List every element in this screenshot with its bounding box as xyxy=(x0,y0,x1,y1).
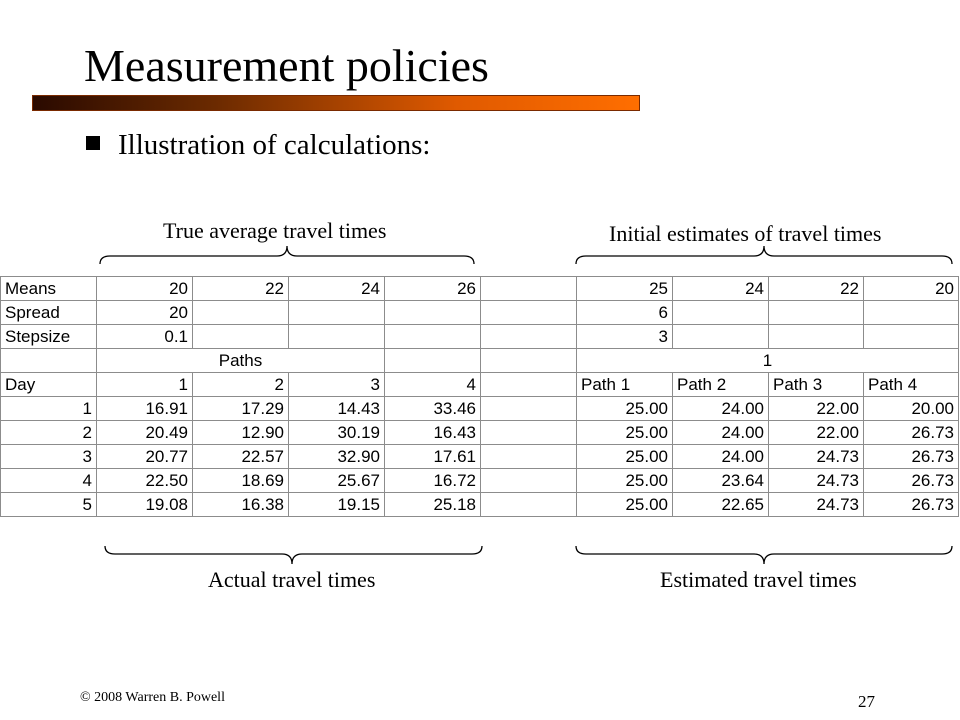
bottom-right-brace xyxy=(576,546,952,564)
table-cell: 20 xyxy=(97,277,193,301)
table-row xyxy=(577,373,959,397)
table-cell: Stepsize xyxy=(1,325,97,349)
table-cell xyxy=(193,301,289,325)
table-cell xyxy=(673,325,769,349)
table-row xyxy=(577,277,959,301)
table-cell: 18.69 xyxy=(193,469,289,493)
table-cell: 20 xyxy=(864,277,959,301)
table-cell: 6 xyxy=(577,301,673,325)
table-cell xyxy=(481,349,577,373)
table-cell: 24.00 xyxy=(673,421,769,445)
table-cell xyxy=(673,301,769,325)
slide-title: Measurement policies xyxy=(84,40,489,91)
table-cell: 24.00 xyxy=(673,445,769,469)
table-cell: 20 xyxy=(97,301,193,325)
table-cell: 22 xyxy=(193,277,289,301)
table-cell: 16.72 xyxy=(385,469,481,493)
paths-header-cell: Paths xyxy=(97,349,385,373)
table-cell: 14.43 xyxy=(289,397,385,421)
table-cell: 26.73 xyxy=(864,445,959,469)
true-average-label: True average travel times xyxy=(163,218,387,243)
table-row xyxy=(1,373,577,397)
table-cell xyxy=(481,445,577,469)
table-cell: 19.15 xyxy=(289,493,385,517)
table-cell: Means xyxy=(1,277,97,301)
table-cell: 22.00 xyxy=(769,397,864,421)
table-row xyxy=(577,349,959,373)
table-row xyxy=(1,493,577,517)
table-cell: 2 xyxy=(193,373,289,397)
left-spreadsheet xyxy=(0,276,577,517)
table-row xyxy=(1,469,577,493)
estimated-travel-label: Estimated travel times xyxy=(660,567,857,592)
table-cell: 24.00 xyxy=(673,397,769,421)
table-cell: Path 4 xyxy=(864,373,959,397)
table-row xyxy=(577,469,959,493)
table-cell: Path 3 xyxy=(769,373,864,397)
table-cell: 17.29 xyxy=(193,397,289,421)
table-cell: 3 xyxy=(289,373,385,397)
table-cell xyxy=(481,325,577,349)
table-cell: 24.73 xyxy=(769,469,864,493)
table-cell xyxy=(481,373,577,397)
table-cell: 25.67 xyxy=(289,469,385,493)
table-cell: 16.91 xyxy=(97,397,193,421)
table-cell xyxy=(385,325,481,349)
table-cell: 16.43 xyxy=(385,421,481,445)
table-cell xyxy=(481,493,577,517)
table-cell xyxy=(481,469,577,493)
bullet-text: Illustration of calculations: xyxy=(118,129,431,161)
table-row xyxy=(577,493,959,517)
table-cell: 25.00 xyxy=(577,445,673,469)
table-cell: 1 xyxy=(97,373,193,397)
initial-estimates-label: Initial estimates of travel times xyxy=(609,221,882,246)
top-left-brace xyxy=(100,246,474,264)
table-cell: 26.73 xyxy=(864,421,959,445)
table-cell: 17.61 xyxy=(385,445,481,469)
table-row xyxy=(577,445,959,469)
table-cell: 22.65 xyxy=(673,493,769,517)
table-cell: 1 xyxy=(1,397,97,421)
table-cell xyxy=(864,325,959,349)
table-cell: 4 xyxy=(1,469,97,493)
table-cell xyxy=(1,349,97,373)
table-row xyxy=(577,325,959,349)
table-cell: Spread xyxy=(1,301,97,325)
table-cell: 26.73 xyxy=(864,469,959,493)
table-cell: 20.77 xyxy=(97,445,193,469)
top-right-brace xyxy=(576,246,952,264)
actual-travel-label: Actual travel times xyxy=(208,567,376,592)
table-cell: 0.1 xyxy=(97,325,193,349)
table-cell: 22 xyxy=(769,277,864,301)
table-row xyxy=(577,421,959,445)
table-cell: 26 xyxy=(385,277,481,301)
table-cell: 5 xyxy=(1,493,97,517)
table-cell: 24.73 xyxy=(769,493,864,517)
table-row xyxy=(1,325,577,349)
table-cell: 19.08 xyxy=(97,493,193,517)
table-cell xyxy=(864,301,959,325)
bottom-left-brace xyxy=(105,546,482,564)
table-cell: 25 xyxy=(577,277,673,301)
table-row xyxy=(1,349,577,373)
table-cell xyxy=(193,325,289,349)
table-cell xyxy=(481,397,577,421)
table-row xyxy=(577,301,959,325)
table-cell: 16.38 xyxy=(193,493,289,517)
table-cell: 32.90 xyxy=(289,445,385,469)
table-cell xyxy=(769,301,864,325)
table-cell xyxy=(385,349,481,373)
table-cell: 24 xyxy=(673,277,769,301)
table-cell: 30.19 xyxy=(289,421,385,445)
table-cell: 24 xyxy=(289,277,385,301)
table-cell: 24.73 xyxy=(769,445,864,469)
table-cell: 12.90 xyxy=(193,421,289,445)
table-row xyxy=(1,421,577,445)
table-cell: 20.49 xyxy=(97,421,193,445)
page-number: 27 xyxy=(858,692,875,711)
table-row xyxy=(1,397,577,421)
table-cell: 33.46 xyxy=(385,397,481,421)
table-row xyxy=(577,397,959,421)
table-cell xyxy=(481,301,577,325)
copyright-footer: © 2008 Warren B. Powell xyxy=(80,690,225,705)
table-cell: 22.57 xyxy=(193,445,289,469)
table-row xyxy=(1,301,577,325)
table-cell: 3 xyxy=(577,325,673,349)
table-cell: 25.18 xyxy=(385,493,481,517)
table-row xyxy=(1,445,577,469)
table-cell: 4 xyxy=(385,373,481,397)
table-cell xyxy=(289,301,385,325)
table-row xyxy=(1,277,577,301)
table-cell: 25.00 xyxy=(577,469,673,493)
right-spreadsheet xyxy=(576,276,959,517)
table-cell xyxy=(385,301,481,325)
table-cell xyxy=(289,325,385,349)
table-cell: Path 1 xyxy=(577,373,673,397)
table-cell xyxy=(481,277,577,301)
table-cell: 2 xyxy=(1,421,97,445)
table-cell: Day xyxy=(1,373,97,397)
iteration-header-cell: 1 xyxy=(577,349,959,373)
table-cell: Path 2 xyxy=(673,373,769,397)
table-cell: 23.64 xyxy=(673,469,769,493)
table-cell: 25.00 xyxy=(577,493,673,517)
table-cell: 22.50 xyxy=(97,469,193,493)
table-cell: 25.00 xyxy=(577,397,673,421)
table-cell xyxy=(481,421,577,445)
table-cell: 25.00 xyxy=(577,421,673,445)
table-cell: 3 xyxy=(1,445,97,469)
table-cell: 22.00 xyxy=(769,421,864,445)
table-cell: 20.00 xyxy=(864,397,959,421)
table-cell: 26.73 xyxy=(864,493,959,517)
table-cell xyxy=(769,325,864,349)
